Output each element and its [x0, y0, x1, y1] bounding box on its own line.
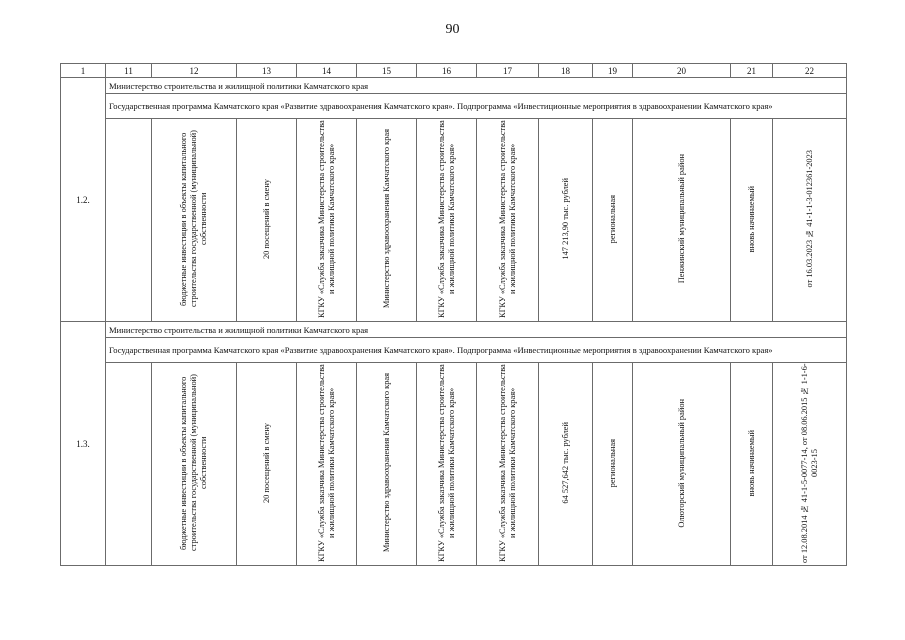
cell-expertise: от 12.08.2014 № 41-1-5-0077-14, от 08.06.2015 № 1-1-6-0023-15 — [773, 363, 847, 566]
cell-level: региональная — [593, 363, 633, 566]
cell-customer: КГКУ «Служба заказчика Министерства строительства и жилищной политики Камчатского края» — [297, 119, 357, 322]
cell-col-11 — [106, 363, 152, 566]
cell-investment-type: бюджетные инвестиции в объекты капитального строительства государственной (муниципальной) собственности — [152, 119, 237, 322]
table-row — [61, 363, 847, 566]
column-header: 14 — [297, 64, 357, 78]
table-row — [61, 94, 847, 119]
cell-cost: 64 527,642 тыс. рублей — [539, 363, 593, 566]
cell-investment-type: бюджетные инвестиции в объекты капитального строительства государственной (муниципальной) собственности — [152, 363, 237, 566]
column-header: 22 — [773, 64, 847, 78]
cell-ministry: Министерство здравоохранения Камчатского края — [357, 363, 417, 566]
cell-contractor: КГКУ «Служба заказчика Министерства строительства и жилищной политики Камчатского края» — [477, 119, 539, 322]
column-header: 13 — [237, 64, 297, 78]
cell-status: вновь начинаемый — [731, 363, 773, 566]
header-row — [61, 64, 847, 78]
program-name: Государственная программа Камчатского края «Развитие здравоохранения Камчатского края». Подпрограмма «Инвестиционные мероприятия в здравоохранении Камчатского края» — [106, 338, 847, 363]
cell-customer: КГКУ «Служба заказчика Министерства строительства и жилищной политики Камчатского края» — [297, 363, 357, 566]
table-row — [61, 338, 847, 363]
cell-level: региональная — [593, 119, 633, 322]
cell-col-11 — [106, 119, 152, 322]
column-header: 11 — [106, 64, 152, 78]
column-header: 20 — [633, 64, 731, 78]
column-header: 17 — [477, 64, 539, 78]
cell-developer: КГКУ «Служба заказчика Министерства строительства и жилищной политики Камчатского края» — [417, 119, 477, 322]
column-header: 21 — [731, 64, 773, 78]
row-number: 1.3. — [61, 322, 106, 566]
cell-expertise: от 16.03.2023 № 41-1-1-3-012361-2023 — [773, 119, 847, 322]
cell-capacity: 20 посещений в смену — [237, 119, 297, 322]
ministry-name: Министерство строительства и жилищной политики Камчатского края — [106, 322, 847, 338]
column-header: 18 — [539, 64, 593, 78]
page-number: 90 — [445, 22, 460, 37]
cell-capacity: 20 посещений в смену — [237, 363, 297, 566]
column-header: 15 — [357, 64, 417, 78]
investment-table — [60, 63, 847, 566]
cell-ministry: Министерство здравоохранения Камчатского края — [357, 119, 417, 322]
ministry-name: Министерство строительства и жилищной политики Камчатского края — [106, 78, 847, 94]
cell-cost: 147 213,90 тыс. рублей — [539, 119, 593, 322]
table-row — [61, 119, 847, 322]
program-name: Государственная программа Камчатского края «Развитие здравоохранения Камчатского края». Подпрограмма «Инвестиционные мероприятия в здравоохранении Камчатского края» — [106, 94, 847, 119]
cell-district: Пенжинский муниципальный район — [633, 119, 731, 322]
cell-contractor: КГКУ «Служба заказчика Министерства строительства и жилищной политики Камчатского края» — [477, 363, 539, 566]
column-header: 16 — [417, 64, 477, 78]
cell-status: вновь начинаемый — [731, 119, 773, 322]
table-row — [61, 78, 847, 94]
column-header: 19 — [593, 64, 633, 78]
column-header: 1 — [61, 64, 106, 78]
column-header: 12 — [152, 64, 237, 78]
cell-developer: КГКУ «Служба заказчика Министерства строительства и жилищной политики Камчатского края» — [417, 363, 477, 566]
table-row — [61, 322, 847, 338]
row-number: 1.2. — [61, 78, 106, 322]
cell-district: Олюторский муниципальный район — [633, 363, 731, 566]
